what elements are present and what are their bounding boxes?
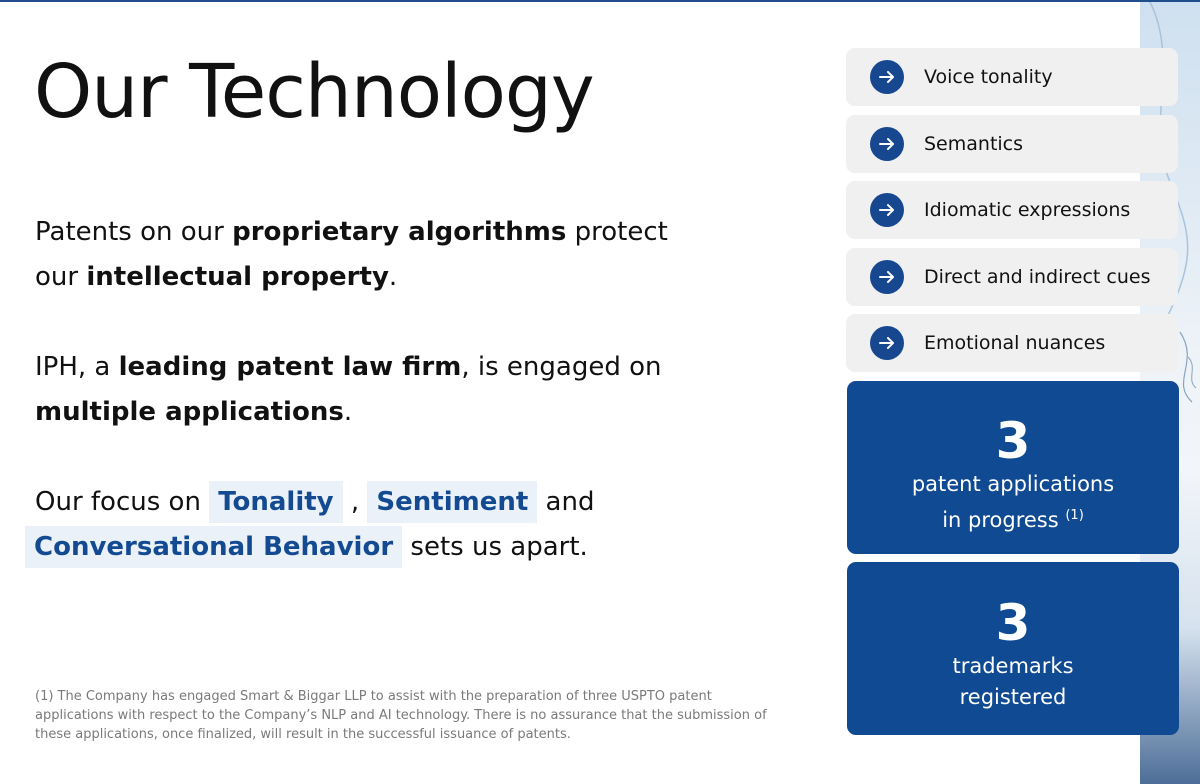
stat-label: trademarks registered [952, 654, 1074, 709]
stat-number: 3 [995, 594, 1031, 652]
footnote-marker: (1) [1065, 508, 1084, 523]
top-rule [0, 0, 1200, 2]
feature-label: Voice tonality [924, 66, 1053, 88]
footnote: (1) The Company has engaged Smart & Biggar LLP to assist with the preparation of three USPTO patent applications with respect to the Company’s NLP and AI technology. There is no assurance that the submission of these applications, once finalized, will result in the successful issuance of patents. [35, 689, 767, 742]
page-title: Our Technology [34, 49, 594, 135]
stat-card-trademarks [847, 562, 1179, 735]
stat-number: 3 [995, 412, 1031, 470]
paragraph-patents: Patents on our proprietary algorithms protect our intellectual property. [35, 217, 668, 292]
feature-label: Emotional nuances [924, 332, 1106, 354]
paragraph-focus: Our focus on Tonality , Sentiment and Conversational Behavior sets us apart. [35, 480, 594, 570]
feature-item-emotional-nuances [846, 314, 1178, 372]
feature-list [846, 48, 1178, 381]
feature-item-voice-tonality [846, 48, 1178, 106]
arrow-right-circle-icon [870, 127, 904, 161]
arrow-right-circle-icon [870, 260, 904, 294]
feature-item-semantics [846, 115, 1178, 173]
feature-label: Idiomatic expressions [924, 199, 1131, 221]
paragraph-law-firm: IPH, a leading patent law firm, is engaged on multiple applications. [35, 352, 662, 427]
arrow-right-circle-icon [870, 193, 904, 227]
feature-label: Direct and indirect cues [924, 265, 1151, 288]
arrow-right-circle-icon [870, 60, 904, 94]
arrow-right-circle-icon [870, 326, 904, 360]
stat-label: patent applications in progress $^{(1)}$ [911, 472, 1115, 532]
feature-item-idiomatic-expressions [846, 181, 1178, 239]
feature-label: Semantics [924, 132, 1024, 155]
feature-item-direct-indirect-cues [846, 248, 1178, 306]
highlight-conversational-behavior: Conversational Behavior [25, 526, 402, 568]
highlight-tonality: Tonality [209, 481, 342, 523]
highlight-sentiment: Sentiment [367, 481, 537, 523]
stat-card-patent-applications [847, 381, 1179, 554]
